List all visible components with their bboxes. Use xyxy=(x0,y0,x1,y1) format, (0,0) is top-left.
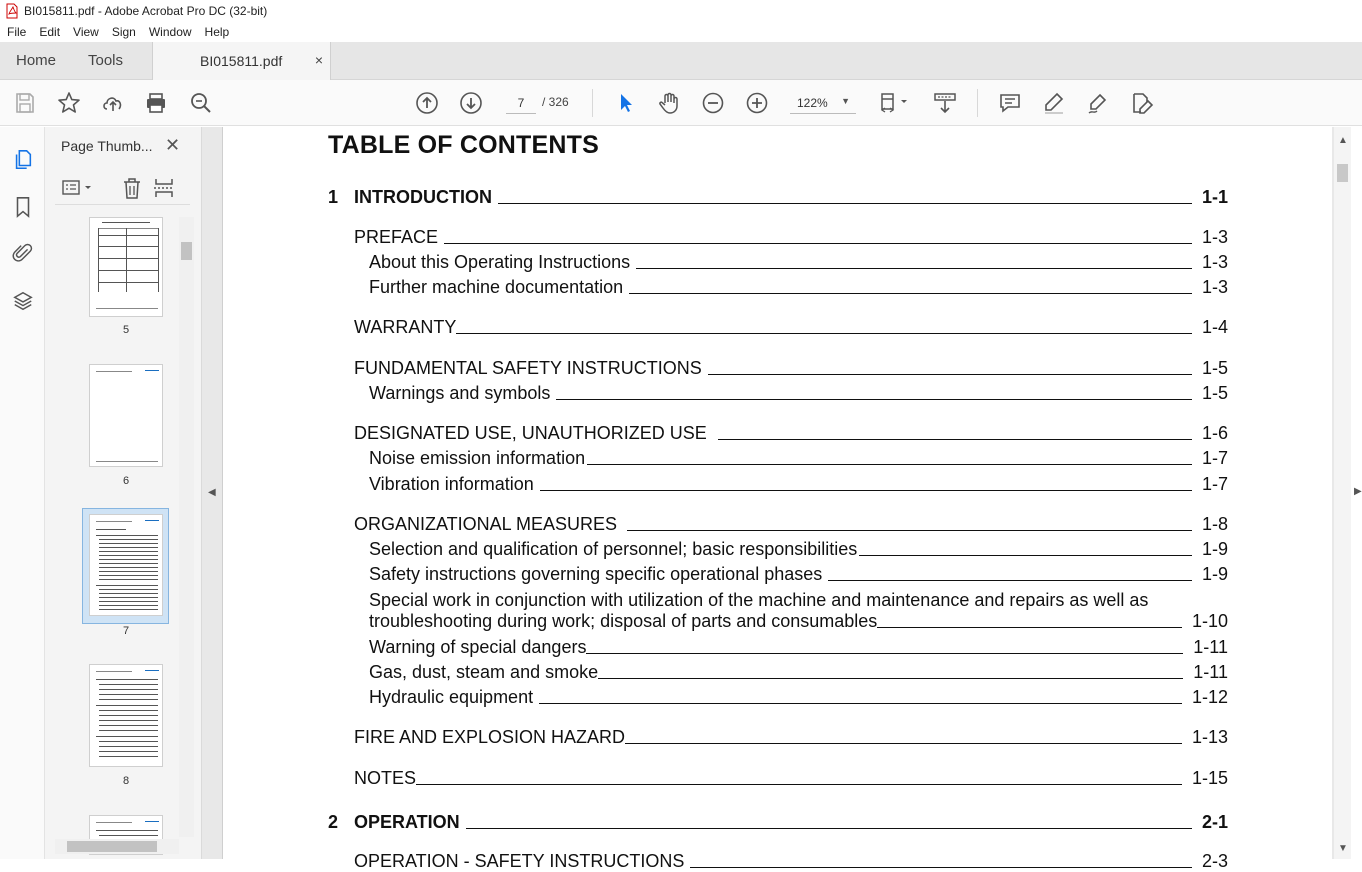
toc-page-number: 1-15 xyxy=(1191,768,1228,788)
toc-page-number: 1-11 xyxy=(1193,662,1228,682)
save-icon[interactable] xyxy=(12,90,38,116)
toc-entry-text: Selection and qualification of personnel; basic responsibilities xyxy=(369,539,858,559)
toolbar xyxy=(0,80,1362,126)
page-thumbnails-panel xyxy=(45,127,202,859)
comment-icon[interactable] xyxy=(997,90,1023,116)
toc-entry-section[interactable] xyxy=(354,317,1228,338)
close-tab-icon[interactable]: × xyxy=(314,52,323,68)
select-cursor-icon[interactable] xyxy=(613,90,639,116)
toc-leader-line xyxy=(636,268,1192,269)
toc-page-number: 1-9 xyxy=(1201,539,1228,559)
zoom-in-icon[interactable] xyxy=(744,90,770,116)
draw-sign-icon[interactable] xyxy=(1085,90,1111,116)
toc-entry-subsection[interactable] xyxy=(369,448,1228,469)
toc-page-number: 1-13 xyxy=(1191,727,1228,747)
toc-entry-subsection[interactable] xyxy=(369,383,1228,404)
toc-entry-subsection[interactable] xyxy=(369,252,1228,273)
toc-entry-text: Vibration information xyxy=(369,474,534,494)
toc-leader-line xyxy=(586,653,1183,654)
thumbnail-toolbar xyxy=(55,175,190,205)
toc-entry-text-line1: Special work in conjunction with utilization of the machine and maintenance and repairs as well as xyxy=(369,590,1149,610)
toc-entry-section[interactable] xyxy=(354,727,1228,748)
toc-entry-section[interactable] xyxy=(354,227,1228,248)
toc-leader-line xyxy=(539,703,1182,704)
tab-home[interactable]: Home xyxy=(16,52,57,69)
toc-entry-subsection[interactable] xyxy=(369,637,1228,658)
toc-entry-text: OPERATION xyxy=(354,812,460,832)
menu-help[interactable]: Help xyxy=(204,25,230,39)
page-number-input[interactable] xyxy=(506,92,536,114)
chapter-number: 1 xyxy=(328,187,339,207)
toc-page-number: 1-8 xyxy=(1201,514,1228,534)
zoom-search-icon[interactable] xyxy=(188,90,214,116)
expand-right-panel-icon[interactable]: ▶ xyxy=(1354,486,1362,497)
toc-entry-section[interactable] xyxy=(354,423,1228,444)
toc-entry-text: Hydraulic equipment xyxy=(369,687,534,707)
toc-entry-section[interactable] xyxy=(354,851,1228,872)
navigation-rail xyxy=(0,127,45,859)
toc-page-number: 1-9 xyxy=(1201,564,1228,584)
page-thumbnail[interactable] xyxy=(89,217,163,317)
toc-leader-line xyxy=(690,867,1192,868)
menu-sign[interactable]: Sign xyxy=(111,25,136,39)
toc-entry-text: Warning of special dangers xyxy=(369,637,587,657)
toc-entry-text: DESIGNATED USE, UNAUTHORIZED USE xyxy=(354,423,707,443)
toc-entry-text: troubleshooting during work; disposal of parts and consumables xyxy=(369,611,878,631)
scroll-down-icon[interactable]: ▼ xyxy=(1338,843,1348,854)
toc-leader-line xyxy=(587,464,1192,465)
toc-entry-subsection[interactable] xyxy=(369,539,1228,560)
toc-page-number: 1-4 xyxy=(1201,317,1228,337)
scrollbar-thumb[interactable] xyxy=(67,841,157,852)
tab-bar xyxy=(0,42,1362,80)
toc-entry-text: Gas, dust, steam and smoke xyxy=(369,662,599,682)
thumbnail-list xyxy=(45,217,180,837)
toc-leader-line xyxy=(708,374,1192,375)
bookmark-icon[interactable] xyxy=(10,194,35,219)
toc-leader-line xyxy=(627,530,1192,531)
toc-entry-subsection[interactable] xyxy=(369,662,1228,683)
delete-page-icon[interactable] xyxy=(121,177,143,199)
upload-cloud-icon[interactable] xyxy=(100,90,126,116)
scrollbar-thumb[interactable] xyxy=(1337,164,1348,182)
zoom-out-icon[interactable] xyxy=(700,90,726,116)
insert-page-icon[interactable] xyxy=(153,177,175,199)
toc-page-number: 2-3 xyxy=(1201,851,1228,871)
window-title: BI015811.pdf - Adobe Acrobat Pro DC (32-bit) xyxy=(24,4,268,18)
toc-leader-line xyxy=(466,828,1192,829)
toc-page-number: 1-7 xyxy=(1201,474,1228,494)
thumbnail-vertical-scrollbar[interactable] xyxy=(179,217,194,837)
scrollbar-thumb[interactable] xyxy=(181,242,192,260)
close-panel-icon[interactable]: ✕ xyxy=(165,135,181,155)
toc-entry-subsection[interactable] xyxy=(369,474,1228,495)
page-thumbnails-icon[interactable] xyxy=(10,147,35,172)
pdf-page xyxy=(222,127,1332,871)
toc-page-number: 1-12 xyxy=(1191,687,1228,707)
toc-entry-text: ORGANIZATIONAL MEASURES xyxy=(354,514,618,534)
page-fit-icon[interactable] xyxy=(876,90,912,116)
zoom-level-value: 122% xyxy=(797,96,828,110)
toc-page-number: 1-3 xyxy=(1201,277,1228,297)
highlight-pen-icon[interactable] xyxy=(1041,90,1067,116)
toc-leader-line xyxy=(828,580,1192,581)
menu-window[interactable]: Window xyxy=(148,25,192,39)
toc-leader-line xyxy=(498,203,1192,204)
toc-entry-text: OPERATION - SAFETY INSTRUCTIONS xyxy=(354,851,685,871)
toc-entry-text: WARRANTY xyxy=(354,317,457,337)
toc-entry-text: Noise emission information xyxy=(369,448,586,468)
page-thumbnail[interactable] xyxy=(89,364,163,467)
toc-page-number: 1-3 xyxy=(1201,252,1228,272)
toc-entry-text: Warnings and symbols xyxy=(369,383,551,403)
scroll-up-icon[interactable]: ▲ xyxy=(1338,135,1348,146)
toc-page-number: 1-5 xyxy=(1201,383,1228,403)
toc-leader-line xyxy=(416,784,1182,785)
toolbar-divider xyxy=(977,89,978,117)
toc-leader-line xyxy=(625,743,1182,744)
tab-document[interactable] xyxy=(152,42,331,80)
panel-title: Page Thumb... xyxy=(61,138,153,154)
title-bar xyxy=(0,0,1362,22)
toc-entry-section[interactable] xyxy=(354,768,1228,789)
toc-page-number: 1-1 xyxy=(1201,187,1228,207)
toc-entry-section[interactable] xyxy=(354,514,1228,535)
toc-entry-text: FUNDAMENTAL SAFETY INSTRUCTIONS xyxy=(354,358,702,378)
toc-entry-subsection[interactable] xyxy=(369,277,1228,298)
menu-edit[interactable]: Edit xyxy=(39,25,61,39)
toc-page-number: 1-7 xyxy=(1201,448,1228,468)
thumbnail-page-number: 8 xyxy=(122,775,130,787)
toc-page-number: 2-1 xyxy=(1201,812,1228,832)
tab-document-label: BI015811.pdf xyxy=(200,53,283,69)
toc-page-number: 1-11 xyxy=(1193,637,1228,657)
thumbnail-options-icon[interactable] xyxy=(61,177,95,199)
toc-page-number: 1-6 xyxy=(1201,423,1228,443)
toc-leader-line xyxy=(598,678,1183,679)
page-thumbnail[interactable] xyxy=(89,664,163,767)
toc-leader-line xyxy=(859,555,1192,556)
attachment-icon[interactable] xyxy=(10,240,35,265)
toc-entry-subsection[interactable] xyxy=(369,687,1228,708)
menu-view[interactable]: View xyxy=(73,25,99,39)
edit-document-icon[interactable] xyxy=(1129,90,1155,116)
toc-entry-text: INTRODUCTION xyxy=(354,187,492,207)
layers-icon[interactable] xyxy=(10,288,35,313)
toc-entry-text: Safety instructions governing specific operational phases xyxy=(369,564,823,584)
zoom-level-dropdown[interactable] xyxy=(790,92,856,114)
star-icon[interactable] xyxy=(56,90,82,116)
hand-tool-icon[interactable] xyxy=(656,90,682,116)
print-icon[interactable] xyxy=(143,90,169,116)
document-view[interactable] xyxy=(202,127,1334,871)
toc-page-number: 1-10 xyxy=(1191,611,1228,631)
toc-entry-text: NOTES xyxy=(354,768,417,788)
toc-page-number: 1-5 xyxy=(1201,358,1228,378)
pdf-app-icon xyxy=(6,4,18,18)
collapse-left-panel-icon[interactable]: ◀ xyxy=(208,487,216,498)
menu-file[interactable]: File xyxy=(7,25,27,39)
toc-entry-text: FIRE AND EXPLOSION HAZARD xyxy=(354,727,626,747)
chapter-number: 2 xyxy=(328,812,339,832)
toc-entry-text: PREFACE xyxy=(354,227,439,247)
toc-entry-chapter[interactable] xyxy=(328,187,1228,208)
toc-leader-line xyxy=(877,627,1182,628)
toc-leader-line xyxy=(444,243,1192,244)
toc-leader-line xyxy=(540,490,1192,491)
thumbnail-page-number: 5 xyxy=(122,324,130,336)
toc-leader-line xyxy=(718,439,1192,440)
toc-entry-subsection[interactable] xyxy=(369,564,1228,585)
toc-leader-line xyxy=(456,333,1192,334)
toc-page-number: 1-3 xyxy=(1201,227,1228,247)
thumbnail-horizontal-scrollbar[interactable] xyxy=(55,839,179,854)
toc-leader-line xyxy=(629,293,1192,294)
chevron-down-icon: ▼ xyxy=(841,96,850,106)
thumbnail-page-number: 6 xyxy=(122,475,130,487)
toc-leader-line xyxy=(556,399,1192,400)
page-title: TABLE OF CONTENTS xyxy=(328,131,599,159)
next-page-icon[interactable] xyxy=(458,90,484,116)
tab-tools[interactable]: Tools xyxy=(88,52,124,69)
scroll-mode-icon[interactable] xyxy=(932,90,958,116)
toc-entry-text: About this Operating Instructions xyxy=(369,252,631,272)
toc-entry-subsection[interactable] xyxy=(369,611,1228,632)
toc-entry-chapter[interactable] xyxy=(328,812,1228,833)
toolbar-divider xyxy=(592,89,593,117)
document-vertical-scrollbar[interactable] xyxy=(1334,127,1351,859)
menu-bar xyxy=(0,22,1362,42)
thumbnail-page-number: 7 xyxy=(122,625,130,637)
toc-entry-text: Further machine documentation xyxy=(369,277,624,297)
page-total: / 326 xyxy=(542,95,569,109)
page-thumbnail-selected[interactable] xyxy=(89,514,163,616)
toc-entry-section[interactable] xyxy=(354,358,1228,379)
previous-page-icon[interactable] xyxy=(414,90,440,116)
